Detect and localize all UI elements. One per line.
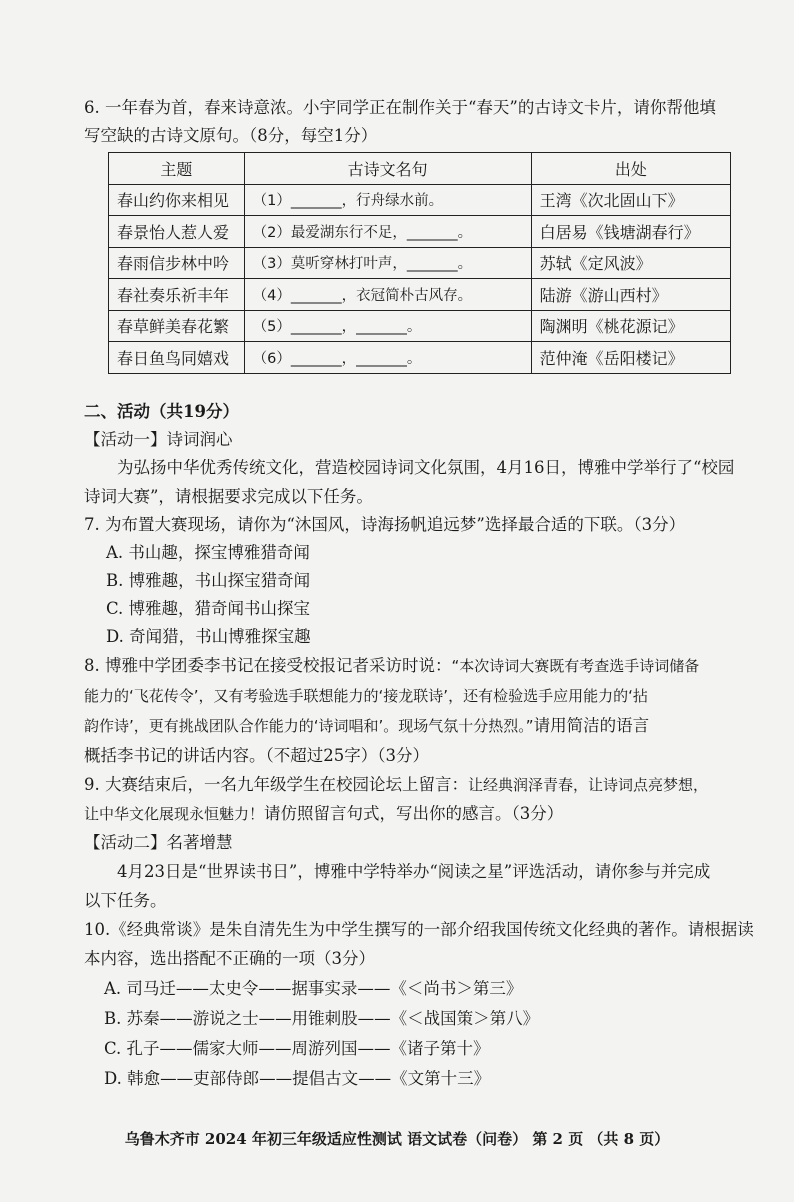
q6-line1: 6. 一年春为首，春来诗意浓。小宇同学正在制作关于“春天”的古诗文卡片，请你帮他填 (84, 98, 716, 117)
row-source: 陶渊明《桃花源记》 (531, 310, 730, 342)
row-theme: 春社奏乐祈丰年 (109, 279, 245, 311)
q8-line4: 概括李书记的讲话内容。（不超过25字）（3分） (84, 746, 429, 765)
row-theme: 春日鱼鸟同嬉戏 (109, 342, 245, 374)
q8-line1 (84, 651, 746, 681)
activity2-title: 【活动二】名著增慧 (84, 833, 233, 852)
row-line: （5）_______，_______。 (244, 310, 531, 342)
row-theme: 春山约你来相见 (109, 184, 245, 216)
row-line: （1）_______，行舟绿水前。 (244, 184, 531, 216)
q7-option-c: C. 博雅趣，猎奇闻书山探宝 (106, 599, 311, 618)
section2-title: 二、活动（共19分） (84, 402, 239, 421)
q8-line3-b: 请用简洁的语言 (533, 716, 650, 735)
activity2-intro-2: 以下任务。 (84, 891, 167, 910)
table-row (109, 310, 731, 342)
q7-option-d: D. 奇闻猎，书山博雅探宝趣 (106, 627, 311, 646)
q8-line2: 能力的‘飞花传令’，又有考验选手联想能力的‘接龙联诗’，还有检验选手应用能力的‘拈 (84, 687, 648, 705)
activity1-title: 【活动一】诗词润心 (84, 430, 233, 449)
q10-line1: 10.《经典常谈》是朱自清先生为中学生撰写的一部介绍我国传统文化经典的著作。请根据读 (84, 920, 754, 939)
q8-line1-b: “本次诗词大赛既有考查选手诗词储备 (451, 657, 700, 675)
table-row (109, 342, 731, 374)
q10-option-c: C. 孔子——儒家大师——周游列国——《诸子第十》 (104, 1039, 490, 1058)
row-source: 白居易《钱塘湖春行》 (531, 216, 730, 248)
header-line: 古诗文名句 (244, 153, 531, 185)
q9-line1-a: 9. 大赛结束后，一名九年级学生在校园论坛上留言： (84, 775, 468, 794)
q9-line1 (84, 770, 746, 800)
row-theme: 春景怡人惹人爱 (109, 216, 245, 248)
row-theme: 春草鲜美春花繁 (109, 310, 245, 342)
table-header-row (109, 153, 731, 185)
table-row (109, 279, 731, 311)
row-source: 陆游《游山西村》 (531, 279, 730, 311)
row-source: 苏轼《定风波》 (531, 247, 730, 279)
q9-line2-b: 请仿照留言句式，写出你的感言。（3分） (264, 804, 564, 823)
table-row (109, 247, 731, 279)
page-footer: 乌鲁木齐市 2024 年初三年级适应性测试 语文试卷（问卷） 第 2 页 （共 8 页） (124, 1130, 670, 1148)
q7-stem: 7. 为布置大赛现场，请你为“沐国风，诗海扬帆追远梦”选择最合适的下联。（3分） (84, 515, 686, 534)
activity1-intro-1: 为弘扬中华优秀传统文化，营造校园诗词文化氛围，4月16日，博雅中学举行了“校园 (117, 458, 735, 477)
q10-option-d: D. 韩愈——吏部侍郎——提倡古文——《文第十三》 (104, 1069, 491, 1088)
row-line: （4）_______，衣冠简朴古风存。 (244, 279, 531, 311)
activity2-intro-1: 4月23日是“世界读书日”，博雅中学特举办“阅读之星”评选活动，请你参与并完成 (117, 862, 711, 881)
poem-table (108, 152, 731, 374)
row-source: 王湾《次北固山下》 (531, 184, 730, 216)
q9-line2 (84, 799, 746, 829)
table-row (109, 216, 731, 248)
q10-line2: 本内容，选出搭配不正确的一项（3分） (84, 949, 375, 968)
activity1-intro-2: 诗词大赛”，请根据要求完成以下任务。 (84, 487, 373, 506)
q8-line1-a: 8. 博雅中学团委李书记在接受校报记者采访时说： (84, 656, 452, 675)
row-line: （6）_______，_______。 (244, 342, 531, 374)
q9-line1-b: 让经典润泽青春，让诗词点亮梦想， (468, 776, 709, 794)
row-theme: 春雨信步林中吟 (109, 247, 245, 279)
q7-option-a: A. 书山趣，探宝博雅猎奇闻 (106, 543, 310, 562)
q6-line2: 写空缺的古诗文原句。（8分，每空1分） (84, 126, 378, 145)
row-line: （3）莫听穿林打叶声，_______。 (244, 247, 531, 279)
row-line: （2）最爱湖东行不足，_______。 (244, 216, 531, 248)
q8-line3-a: 韵作诗’，更有挑战团队合作能力的‘诗词唱和’。现场气氛十分热烈。” (84, 717, 534, 735)
q10-option-b: B. 苏秦——游说之士——用锥刺股——《＜战国策＞第八》 (104, 1009, 540, 1028)
row-source: 范仲淹《岳阳楼记》 (531, 342, 730, 374)
q7-option-b: B. 博雅趣，书山探宝猎奇闻 (106, 571, 311, 590)
header-source: 出处 (531, 153, 730, 185)
q10-option-a: A. 司马迁——太史令——据事实录——《＜尚书＞第三》 (104, 979, 523, 998)
header-theme: 主题 (109, 153, 245, 185)
table-row (109, 184, 731, 216)
q8-line3 (84, 711, 746, 741)
q9-line2-a: 让中华文化展现永恒魅力！ (84, 805, 265, 823)
